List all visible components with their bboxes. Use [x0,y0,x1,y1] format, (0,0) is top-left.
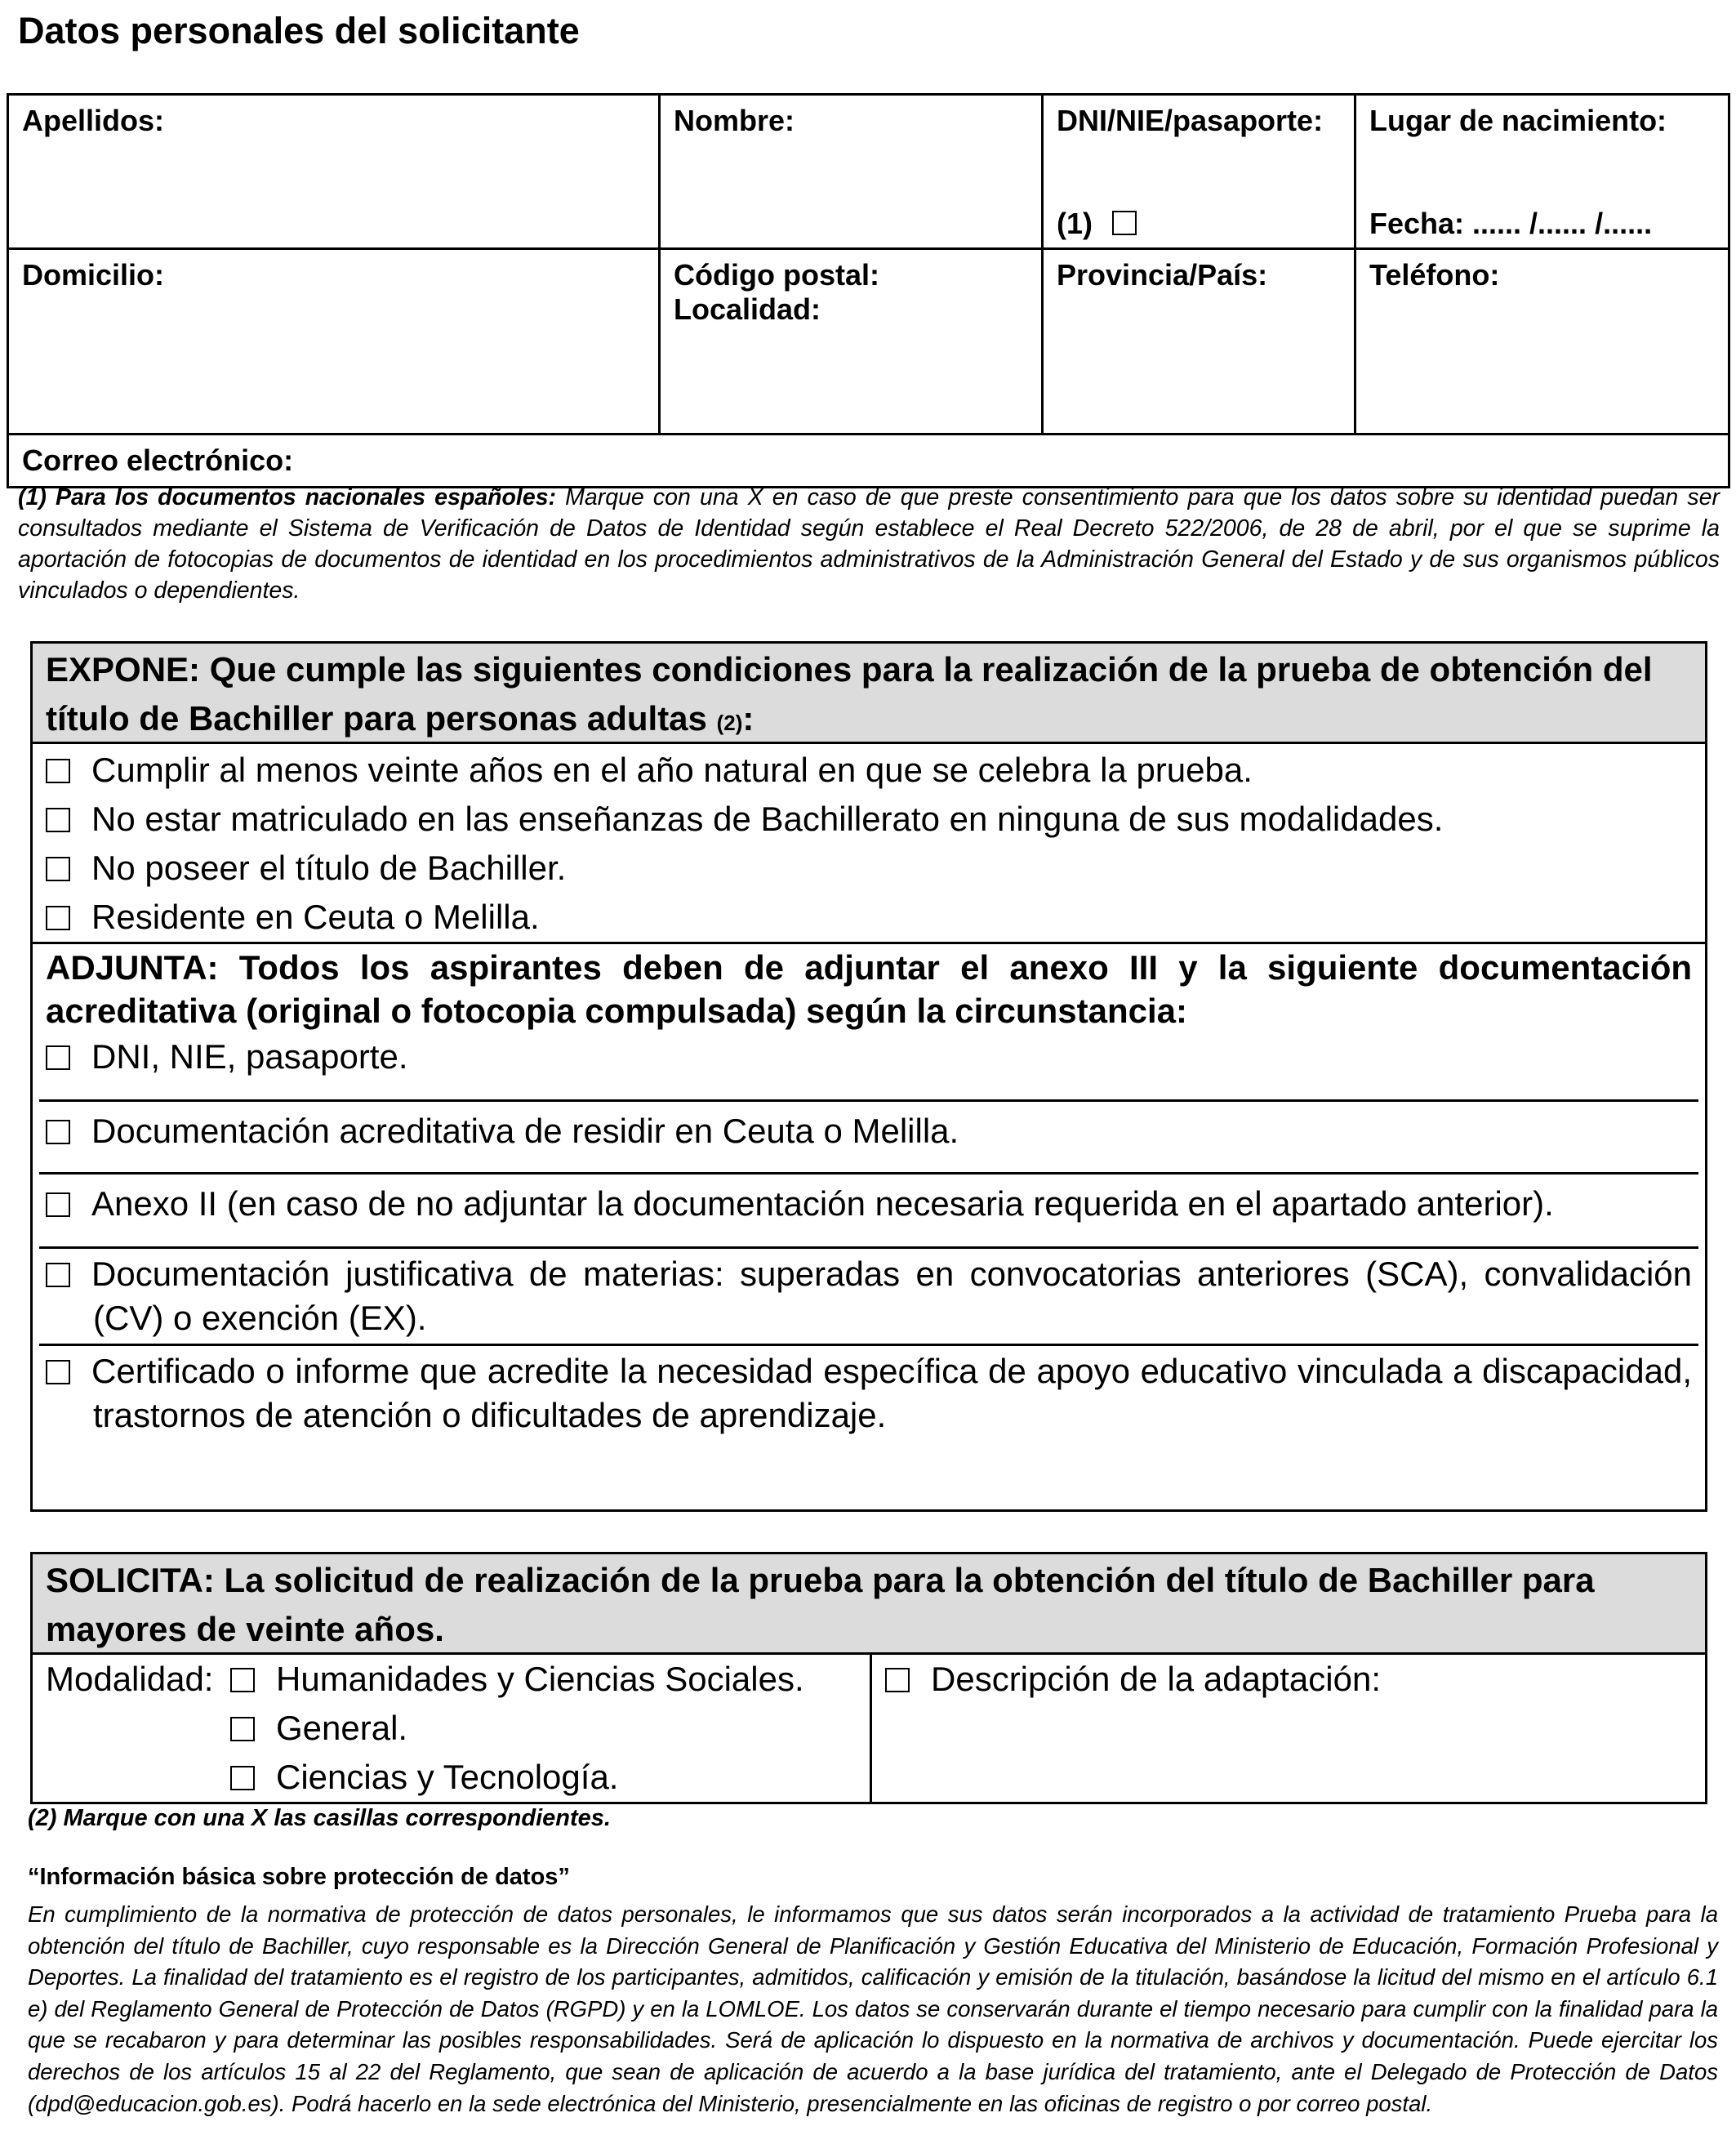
checkbox[interactable] [46,1120,70,1144]
adjunta-item[interactable] [33,1252,1705,1340]
expone-item[interactable] [33,746,1705,795]
telefono-field[interactable] [1355,249,1729,435]
provincia-label: Provincia/País: [1057,258,1268,292]
nombre-label: Nombre: [674,104,795,137]
footnote-1-lead: (1) Para los documentos nacionales españoles: [18,484,557,510]
checkbox[interactable] [46,759,70,783]
expone-item[interactable] [33,893,1705,942]
checkbox[interactable] [46,857,70,881]
expone-note-ref: (2) [716,711,743,735]
option-label: Humanidades y Ciencias Sociales. [276,1660,804,1698]
cp-localidad-field[interactable] [660,249,1043,435]
adaptacion-field[interactable] [872,1655,1381,1802]
checkbox[interactable] [885,1668,910,1692]
data-protection-title: “Información básica sobre protección de datos” [28,1864,570,1890]
expone-header-text: EXPONE: Que cumple las siguientes condiciones para la realización de la prueba de obtención del título de Bachiller para personas adultas [46,650,1653,738]
footnote-1 [18,482,1720,606]
checkbox[interactable] [230,1717,255,1741]
correo-field[interactable] [8,435,1729,488]
item-label: Cumplir al menos veinte años en el año natural en que se celebra la prueba. [91,751,1253,789]
domicilio-label: Domicilio: [22,258,165,292]
lugar-nacimiento-field[interactable] [1355,95,1729,249]
divider [39,1344,1698,1346]
correo-label: Correo electrónico: [22,444,294,477]
checkbox[interactable] [46,1192,70,1217]
lugar-label: Lugar de nacimiento: [1369,104,1667,137]
item-label: Documentación justificativa de materias: superadas en convocatorias anteriores (SCA), convalidación (CV) o exención (EX). [91,1255,1692,1337]
adaptacion-label: Descripción de la adaptación: [931,1660,1382,1698]
checkbox[interactable] [230,1668,255,1692]
solicita-box [30,1552,1707,1804]
localidad-label: Localidad: [674,292,821,326]
item-label: No estar matriculado en las enseñanzas de Bachillerato en ninguna de sus modalidades. [91,800,1444,838]
modalidad-section [33,1655,872,1802]
checkbox[interactable] [230,1766,255,1790]
adjunta-item[interactable] [33,1349,1705,1438]
checkbox[interactable] [46,1360,70,1384]
modalidad-option[interactable] [230,1655,804,1704]
modalidad-option[interactable] [230,1704,804,1753]
option-label: Ciencias y Tecnología. [276,1758,619,1796]
divider [39,1246,1698,1249]
checkbox[interactable] [46,906,70,930]
option-label: General. [276,1709,408,1747]
page-title: Datos personales del solicitante [18,10,580,51]
item-label: Anexo II (en caso de no adjuntar la documentación necesaria requerida en el apartado anterior). [91,1184,1554,1223]
data-protection-text: En cumplimiento de la normativa de protección de datos personales, le informamos que sus datos serán incorporados a la actividad de tratamiento Prueba para la obtención del título de Bachiller, cuyo responsable es la Dirección General de Planificación y Gestión Educativa del Ministerio de Educación, Formación Profesional y Deportes. La finalidad del tratamiento es el registro de los participantes, admitidos, calificación y emisión de la titulación, basándose la licitud del mismo en el artículo 6.1 e) del Reglamento General de Protección de Datos (RGPD) y en la LOMLOE. Los datos se conservarán durante el tiempo necesario para cumplir con la finalidad para la que se recabaron y para determinar las posibles responsabilidades. Será de aplicación lo dispuesto en la normativa de archivos y documentación. Puede ejercitar los derechos de los artículos 15 al 22 del Reglamento, que sean de aplicación de acuerdo a la base jurídica del tratamiento, ante el Delegado de Protección de Datos (dpd@educacion.gob.es). Podrá hacerlo en la sede electrónica del Ministerio, presencialmente en las oficinas de registro o por correo postal. [28,1901,1718,2116]
footnote-1-text: Marque con una X en caso de que preste consentimiento para que los datos sobre su identidad puedan ser consultados mediante el Sistema de Verificación de Datos de Identidad según establece el Real Decreto 522/2006, de 28 de abril, por el que se suprime la aportación de fotocopias de documentos de identidad en los procedimientos administrativos de la Administración General del Estado y de sus organismos públicos vinculados o dependientes. [18,484,1720,604]
dni-field[interactable] [1043,95,1355,249]
dni-note-ref: (1) [1057,207,1093,240]
item-label: Residente en Ceuta o Melilla. [91,898,540,936]
adjunta-item[interactable] [33,1032,1705,1081]
expone-header [33,644,1705,744]
expone-item[interactable] [33,844,1705,893]
checkbox[interactable] [46,808,70,832]
provincia-field[interactable] [1043,249,1355,435]
apellidos-field[interactable] [8,95,660,249]
cp-label: Código postal: [674,258,879,292]
item-label: DNI, NIE, pasaporte. [91,1037,408,1076]
item-label: Certificado o informe que acredite la necesidad específica de apoyo educativo vinculada a discapacidad, trastornos de atención o dificultades de aprendizaje. [91,1352,1692,1434]
divider [39,1172,1698,1175]
item-label: Documentación acreditativa de residir en Ceuta o Melilla. [91,1112,959,1150]
personal-data-table [7,93,1730,488]
modalidad-label: Modalidad: [46,1660,214,1698]
item-label: No poseer el título de Bachiller. [91,849,567,887]
footnote-2: (2) Marque con una X las casillas correspondientes. [28,1805,611,1831]
domicilio-field[interactable] [8,249,660,435]
checkbox[interactable] [46,1045,70,1070]
solicita-header: SOLICITA: La solicitud de realización de la prueba para la obtención del título de Bachiller para mayores de veinte años. [33,1554,1705,1655]
fecha-label[interactable]: Fecha: ...... /...... /...... [1369,207,1653,240]
dni-consent [1057,207,1158,241]
dni-label: DNI/NIE/pasaporte: [1057,104,1324,137]
adjunta-item[interactable] [33,1107,1705,1156]
apellidos-label: Apellidos: [22,104,165,137]
expone-colon: : [742,699,754,738]
checkbox[interactable] [46,1263,70,1287]
divider [39,1099,1698,1102]
adjunta-header: ADJUNTA: Todos los aspirantes deben de adjuntar el anexo III y la siguiente documentación acreditativa (original o fotocopia compulsada) según la circunstancia: [33,942,1705,1032]
adjunta-item[interactable] [33,1179,1705,1228]
nombre-field[interactable] [660,95,1043,249]
dni-consent-checkbox[interactable] [1112,211,1137,235]
modalidad-option[interactable] [230,1753,804,1802]
telefono-label: Teléfono: [1369,258,1500,292]
expone-adjunta-box [30,641,1707,1512]
expone-item[interactable] [33,795,1705,844]
